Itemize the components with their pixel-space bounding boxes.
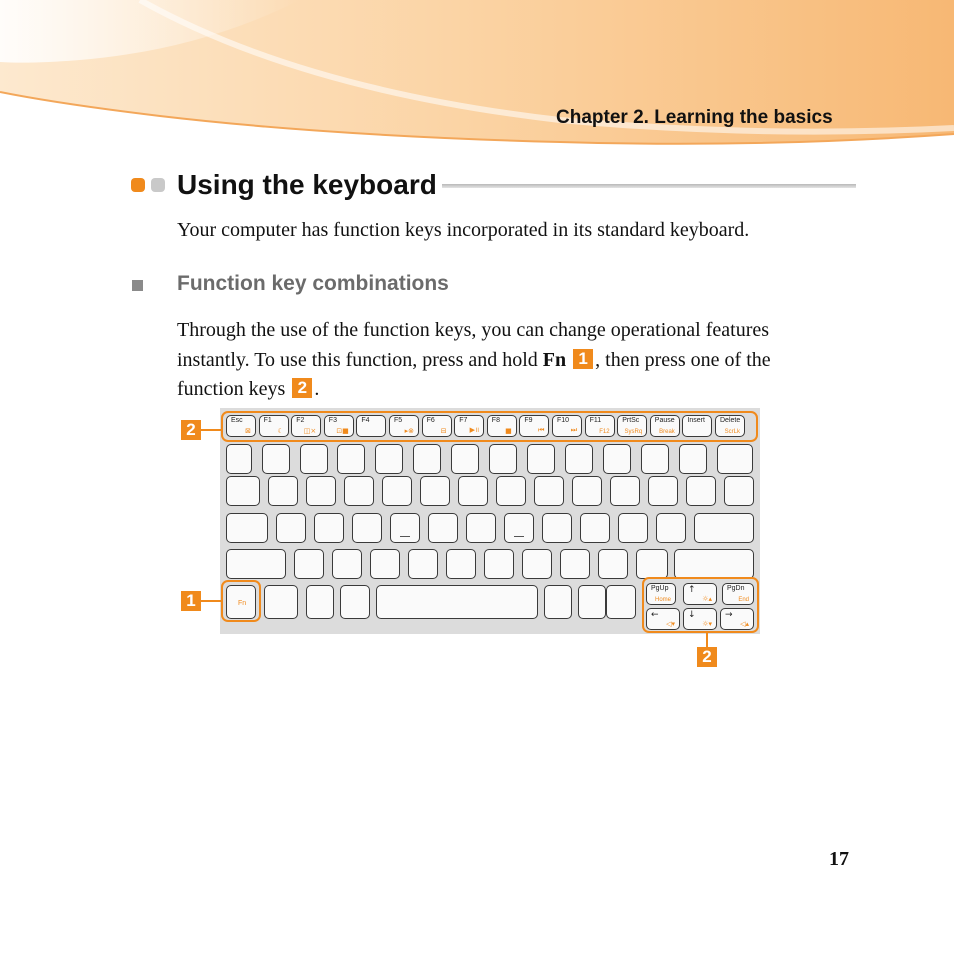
keyboard-key: [420, 476, 450, 506]
keyboard-key: [408, 549, 438, 579]
keyboard-key: [268, 476, 298, 506]
keyboard-key: [226, 444, 252, 474]
keyboard-key: [648, 476, 678, 506]
home-label: Home: [654, 597, 671, 603]
volume-up-icon: ◁▴: [740, 620, 749, 628]
up-arrow-icon: ↑: [688, 585, 696, 595]
intro-paragraph: Your computer has function keys incorporated in its standard keyboard.: [177, 219, 750, 241]
keyboard-key: [717, 444, 753, 474]
end-label: End: [738, 597, 749, 603]
keyboard-key: [306, 585, 334, 619]
key-label: F8: [491, 417, 500, 424]
keyboard-key: [344, 476, 374, 506]
key-function-icon: ⏭: [570, 426, 577, 434]
callout-function-row: 2: [181, 420, 201, 440]
keyboard-key: [332, 549, 362, 579]
right-arrow-icon: →: [725, 610, 733, 620]
pgup-label: PgUp: [651, 585, 669, 592]
keyboard-key: [544, 585, 572, 619]
keyboard-key: [679, 444, 707, 474]
callout-badge-2: 2: [292, 378, 312, 398]
callout-line: [201, 429, 221, 431]
keyboard-key: [375, 444, 403, 474]
key-label: Pause: [654, 417, 675, 424]
key-secondary-label: SysRq: [624, 429, 643, 435]
key-function-icon: ⊠: [245, 427, 251, 435]
key-label: PrtSc: [622, 417, 640, 424]
keyboard-key: [262, 444, 290, 474]
section-marker-orange: [131, 178, 145, 192]
key-secondary-label: ScrLk: [724, 429, 740, 435]
key-label: F11: [589, 417, 602, 424]
keyboard-key: [580, 513, 610, 543]
keyboard-key: [337, 444, 365, 474]
keyboard-key: [226, 476, 260, 506]
fn-key-name: Fn: [542, 349, 567, 371]
key-secondary-label: F12: [599, 429, 610, 435]
keyboard-key: [428, 513, 458, 543]
keyboard-key: [694, 513, 754, 543]
header-banner: [0, 0, 954, 160]
keyboard-key: [656, 513, 686, 543]
key-label: F10: [557, 417, 570, 424]
callout-line: [706, 633, 708, 647]
keyboard-key: [606, 585, 636, 619]
keyboard-key: [565, 444, 593, 474]
nav-cluster-highlight: [642, 577, 759, 633]
keyboard-key: [458, 476, 488, 506]
section-marker-gray: [151, 178, 165, 192]
key-function-icon: ▸⊗: [404, 427, 414, 435]
key-function-icon: ▶॥: [469, 426, 480, 434]
callout-nav-cluster: 2: [697, 647, 717, 667]
key-label: F1: [263, 417, 272, 424]
keyboard-key: [294, 549, 324, 579]
keyboard-key: [496, 476, 526, 506]
keyboard-key: [484, 549, 514, 579]
keyboard-key: [598, 549, 628, 579]
keyboard-key: [306, 476, 336, 506]
keyboard-key: [504, 513, 534, 543]
brightness-down-icon: ☼▾: [702, 620, 712, 628]
key-label: Esc: [231, 417, 243, 424]
subsection-title: Function key combinations: [177, 272, 449, 295]
key-label: F3: [328, 417, 337, 424]
keyboard-key: [489, 444, 517, 474]
keyboard-key: [370, 549, 400, 579]
key-function-icon: ■: [505, 427, 512, 435]
body-line-2: [177, 345, 771, 375]
body-text: instantly. To use this function, press and hold: [177, 349, 543, 371]
key-label: F5: [394, 417, 403, 424]
key-label: F6: [426, 417, 435, 424]
keyboard-key: [466, 513, 496, 543]
key-function-icon: ⊡■: [336, 427, 349, 435]
key-label: F2: [296, 417, 305, 424]
keyboard-key: [226, 513, 268, 543]
section-title: Using the keyboard: [177, 169, 437, 200]
keyboard-key: [390, 513, 420, 543]
home-row-bump: [514, 536, 524, 537]
keyboard-key: [618, 513, 648, 543]
keyboard-key: [451, 444, 479, 474]
keyboard-key: [340, 585, 370, 619]
keyboard-key: [413, 444, 441, 474]
keyboard-key: [352, 513, 382, 543]
section-title-rule: [442, 184, 856, 188]
keyboard-key: [376, 585, 538, 619]
pgdn-label: PgDn: [727, 585, 745, 592]
function-row-highlight: [221, 411, 758, 442]
body-text: .: [314, 378, 320, 400]
keyboard-key: [300, 444, 328, 474]
keyboard-key: [578, 585, 606, 619]
keyboard-key: [527, 444, 555, 474]
keyboard-key: [560, 549, 590, 579]
keyboard-key: [674, 549, 754, 579]
key-function-icon: ◫×: [303, 427, 317, 435]
page-number: 17: [829, 848, 849, 870]
down-arrow-icon: ↓: [688, 610, 696, 620]
body-text: function keys: [177, 378, 291, 400]
callout-line: [201, 600, 221, 602]
key-label: Delete: [720, 417, 741, 424]
keyboard-key: [522, 549, 552, 579]
keyboard-key: [572, 476, 602, 506]
keyboard-key: [446, 549, 476, 579]
key-function-icon: ⊟: [440, 427, 447, 435]
keyboard-key: [686, 476, 716, 506]
callout-badge-1: 1: [573, 349, 593, 369]
body-line-1: Through the use of the function keys, you can change operational features: [177, 319, 770, 341]
keyboard-key: [603, 444, 631, 474]
keyboard-key: [264, 585, 298, 619]
keyboard-key: [314, 513, 344, 543]
keyboard-key: [276, 513, 306, 543]
volume-down-icon: ◁▾: [666, 620, 675, 628]
key-function-icon: ☾: [277, 427, 284, 435]
fn-key-label: Fn: [238, 600, 247, 607]
keyboard-key: [636, 549, 668, 579]
body-line-3: [177, 374, 319, 404]
left-arrow-icon: ←: [651, 610, 659, 620]
keyboard-key: [641, 444, 669, 474]
keyboard-key: [226, 549, 286, 579]
callout-fn-key: 1: [181, 591, 201, 611]
keyboard-key: [534, 476, 564, 506]
key-label: F7: [459, 417, 468, 424]
fn-key-highlight: [221, 580, 261, 622]
body-text: , then press one of the: [595, 349, 771, 371]
key-label: F9: [524, 417, 533, 424]
keyboard-key: [724, 476, 754, 506]
key-label: F4: [361, 417, 370, 424]
home-row-bump: [400, 536, 410, 537]
subsection-bullet-icon: [132, 280, 143, 291]
keyboard-key: [610, 476, 640, 506]
key-function-icon: ⏮: [538, 426, 545, 434]
chapter-title: Chapter 2. Learning the basics: [556, 107, 833, 128]
keyboard-key: [382, 476, 412, 506]
brightness-up-icon: ☼▴: [702, 595, 712, 603]
key-label: Insert: [687, 417, 705, 424]
keyboard-key: [542, 513, 572, 543]
key-secondary-label: Break: [659, 429, 675, 435]
